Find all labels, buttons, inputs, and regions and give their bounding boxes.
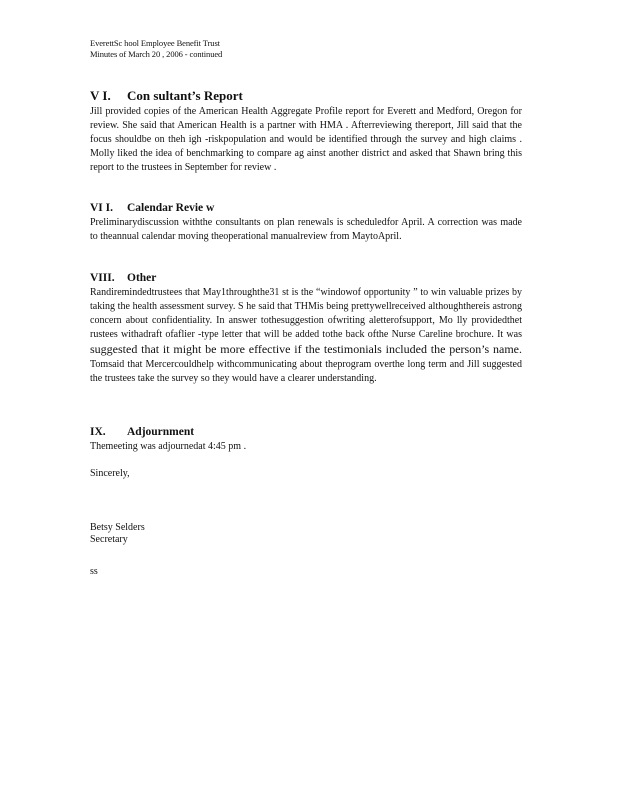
section-consultants-report bbox=[90, 88, 522, 175]
section-heading bbox=[90, 425, 522, 439]
closing-salutation: Sincerely, bbox=[90, 468, 130, 479]
section-other bbox=[90, 271, 522, 386]
section-number: VI I. bbox=[90, 202, 114, 214]
section-number: VIII. bbox=[90, 272, 115, 284]
section-body: Jill provided copies of the American Health Aggregate Profile report for Everett and Medford, Oregon for review. She said that American Health is a partner with HMA . Afterreviewing thereport, Jill said that the focus shouldbe on theh igh -riskpopulation and would be identified through the survey and high claims . Molly liked the idea of benchmarking to compare ag ainst another district and asked that Shawn bring this report to the trustees in September for review . bbox=[90, 106, 522, 173]
header-line-2: Minutes of March 20 , 2006 - continued bbox=[90, 49, 223, 59]
section-heading bbox=[90, 271, 522, 285]
document-header bbox=[90, 38, 222, 60]
section-number: V I. bbox=[90, 88, 111, 103]
section-body-part-1: Randiremindedtrustees that May1throughthe31 st is the “windowof opportunity ” to win valuable prizes by taking the health assessment survey. S he said that THMis being prettywellreceived althoughthereis astrong concern about confidentiality. In answer tothesuggestion ofwriting aletterofsupport, Mo lly providedthet rustees withadraft ofaflier -type letter that will be added tothe back ofthe Nurse Careline brochure. It was bbox=[90, 287, 522, 340]
section-body: Preliminarydiscussion withthe consultants on plan renewals is scheduledfor April. A correction was made to theannual calendar moving theoperational manualreview from MaytoApril. bbox=[90, 217, 522, 242]
section-title: Adjournment bbox=[127, 426, 195, 438]
section-calendar-review bbox=[90, 201, 522, 244]
section-body bbox=[90, 286, 522, 386]
section-heading bbox=[90, 88, 522, 104]
section-title: Con sultant’s Report bbox=[127, 88, 243, 103]
section-heading bbox=[90, 201, 522, 215]
section-body-part-2: suggested that it might be more effective if the testimonials included the person’s name. bbox=[90, 342, 522, 356]
signer-title: Secretary bbox=[90, 534, 128, 545]
signature-block bbox=[90, 522, 145, 546]
section-title: Calendar Revie w bbox=[127, 202, 215, 214]
section-body-part-3: Tomsaid that Mercercouldhelp withcommunicating about theprogram overthe long term and Jill suggested the trustees take the survey so they would have a clearer understanding. bbox=[90, 359, 522, 384]
section-adjournment bbox=[90, 425, 522, 454]
signer-name: Betsy Selders bbox=[90, 522, 145, 533]
section-number: IX. bbox=[90, 426, 106, 438]
section-body: Themeeting was adjournedat 4:45 pm . bbox=[90, 441, 247, 452]
section-title: Other bbox=[127, 272, 157, 284]
header-line-1: EverettSc hool Employee Benefit Trust bbox=[90, 38, 220, 48]
typist-initials: ss bbox=[90, 566, 98, 577]
